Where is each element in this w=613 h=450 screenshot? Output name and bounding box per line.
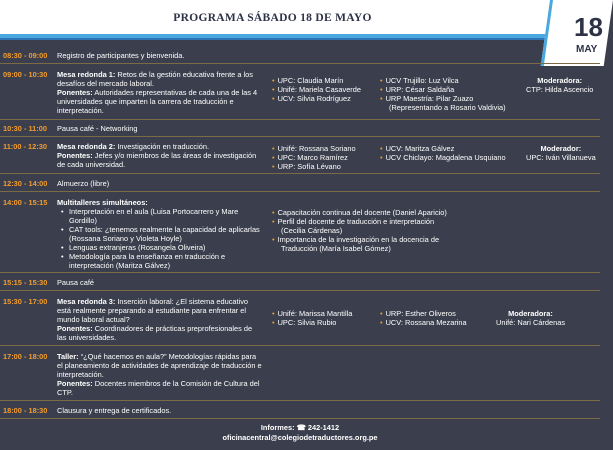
row-time: 15:30 - 17:00: [3, 297, 48, 306]
speaker-note: (Representando a Rosario Valdivia): [389, 103, 506, 112]
workshop-item: • Importancia de la investigación en la docencia de: [272, 235, 447, 244]
workshop-item: • Perfil del docente de traducción e interpretación: [272, 217, 447, 226]
row-content: [57, 198, 262, 270]
schedule-row: [0, 192, 600, 273]
speaker-item: • UCV Chiclayo: Magdalena Usquiano: [380, 153, 506, 162]
schedule-row: [0, 273, 600, 291]
moderator-name: Unifé: Nari Cárdenas: [496, 318, 566, 327]
row-content: [57, 70, 262, 115]
workshop-item-wrap: Traducción (María Isabel Gómez): [281, 244, 391, 253]
moderator: [496, 309, 565, 327]
moderator-name: UPC: Iván Villanueva: [526, 153, 596, 162]
workshops-col: [272, 208, 447, 253]
ponentes-text: Docentes miembros de la Comisión de Cultura del CTP.: [57, 379, 260, 397]
speaker-item: • Unifé: Mariela Casaverde: [272, 85, 361, 94]
row-time: 11:00 - 12:30: [3, 142, 47, 151]
row-time: 14:00 - 15:15: [3, 198, 48, 207]
speaker-item: • UCV Trujillo: Luz Vilca: [380, 76, 506, 85]
date-month: MAY: [576, 44, 598, 55]
row-title: Mesa redonda 1:: [57, 70, 116, 79]
date-number: 18: [574, 12, 603, 42]
speakers-col-2: [380, 76, 506, 112]
schedule-row: [0, 291, 600, 346]
moderator-label: Moderadora:: [508, 309, 553, 318]
speakers-col-2: [380, 144, 506, 162]
row-title: Mesa redonda 2:: [57, 142, 116, 151]
speaker-item: • UPC: Silvia Rubio: [272, 318, 352, 327]
workshop-item: • Capacitación continua del docente (Daniel Aparicio): [272, 208, 447, 217]
speaker-item: • Unifé: Marissa Mantilla: [272, 309, 352, 318]
row-time: 12:30 - 14:00: [3, 179, 48, 188]
row-text: Pausa café - Networking: [57, 124, 138, 133]
row-text: Clausura y entrega de certificados.: [57, 406, 172, 415]
row-content: [57, 142, 262, 169]
ponentes-text: Coordinadores de prácticas preprofesionales de las universidades.: [57, 324, 253, 342]
row-title-rest: Inserción laboral: ¿El sistema educativo está realmente preparando al estudiante para enfrentar el mundo laboral actual?: [57, 297, 249, 324]
moderator-label: Moderador:: [540, 144, 582, 153]
schedule-row: [0, 401, 600, 419]
footer-email[interactable]: oficinacentral@colegiodetraductores.org.pe: [222, 433, 378, 442]
ponentes-text: Autoridades representativas de cada una de las 4 universidades que imparten la carrera de traducción e interpretación.: [57, 88, 258, 115]
moderator-name: CTP: Hilda Ascencio: [526, 85, 594, 94]
footer-label: Informes:: [260, 423, 295, 432]
row-title-rest: Retos de la gestión educativa frente a los desafíos del mercado laboral.: [57, 70, 253, 88]
row-content: [57, 352, 262, 397]
speaker-item: • URP: Esther Oliveros: [380, 309, 467, 318]
speaker-item: • UCV: Silvia Rodríguez: [272, 94, 361, 103]
speaker-item: • URP: Sofía Lévano: [272, 162, 356, 171]
page-title: PROGRAMA SÁBADO 18 DE MAYO: [173, 12, 372, 24]
schedule-row: [0, 64, 600, 120]
row-time: 17:00 - 18:00: [3, 352, 48, 361]
phone-icon: ☎: [296, 423, 306, 432]
speaker-item: • UPC: Claudia Marín: [272, 76, 361, 85]
schedule-row: [0, 346, 600, 401]
row-time: 08:30 - 09:00: [3, 51, 48, 60]
speaker-item: • UPC: Marco Ramírez: [272, 153, 356, 162]
speaker-item: • Unifé: Rossana Soriano: [272, 144, 356, 153]
moderator: [526, 144, 596, 162]
ponentes-label: Ponentes:: [57, 151, 93, 160]
row-text: Registro de participantes y bienvenida.: [57, 51, 185, 60]
row-title: Taller:: [57, 352, 79, 361]
footer-phone: 242-1412: [307, 423, 340, 432]
row-time: 10:30 - 11:00: [3, 124, 47, 133]
speakers-col-1: [272, 76, 361, 103]
row-content: [57, 297, 262, 342]
row-text: Pausa café: [57, 278, 94, 287]
ponentes-label: Ponentes:: [57, 324, 93, 333]
speaker-item: • URP: César Saldaña: [380, 85, 506, 94]
workshop-item: • Lenguas extranjeras (Rosangela Oliveira): [69, 243, 262, 252]
footer-contact: [0, 423, 600, 433]
workshop-list: [57, 207, 262, 270]
row-time: 18:00 - 18:30: [3, 406, 48, 415]
speakers-col-1: [272, 144, 356, 171]
ponentes-text: Jefes y/o miembros de las áreas de investigación de cada universidad.: [57, 151, 257, 169]
row-time: 09:00 - 10:30: [3, 70, 48, 79]
schedule-row: [0, 47, 600, 64]
speaker-item: • URP Maestría: Pilar Zuazo: [380, 94, 506, 103]
row-title: Multitalleres simultáneos:: [57, 198, 148, 207]
ponentes-label: Ponentes:: [57, 379, 93, 388]
schedule-row: [0, 120, 600, 137]
schedule-row: [0, 174, 600, 192]
moderator-label: Moderadora:: [537, 76, 583, 85]
speaker-item: • UCV: Maritza Gálvez: [380, 144, 506, 153]
row-time: 15:15 - 15:30: [3, 278, 48, 287]
workshop-item: • Metodología para la enseñanza en traducción e interpretación (Maritza Gálvez): [69, 252, 262, 270]
speakers-col-1: [272, 309, 352, 327]
row-title-rest: Investigación en traducción.: [115, 142, 209, 151]
row-title: Mesa redonda 3:: [57, 297, 116, 306]
row-title-rest: “¿Qué hacemos en aula?” Metodologías rápidas para el planeamiento de actividades de aprendizaje de traducción e interpretación.: [57, 352, 262, 379]
ponentes-label: Ponentes:: [57, 88, 93, 97]
workshop-item: • Interpretación en el aula (Luisa Portocarrero y Mare Gordillo): [69, 207, 262, 225]
moderator: [526, 76, 593, 94]
footer: [0, 423, 600, 443]
workshop-item-wrap: (Cecilia Cárdenas): [281, 226, 343, 235]
workshop-item: • CAT tools: ¿tenemos realmente la capacidad de aplicarlas (Rossana Soriano y Violeta Hoyle): [69, 225, 262, 243]
accent-bar-secondary: [0, 38, 548, 40]
speaker-item: • UCV: Rossana Mezarina: [380, 318, 467, 327]
row-text: Almuerzo (libre): [57, 179, 110, 188]
speakers-col-2: [380, 309, 467, 327]
schedule-row: [0, 137, 600, 174]
